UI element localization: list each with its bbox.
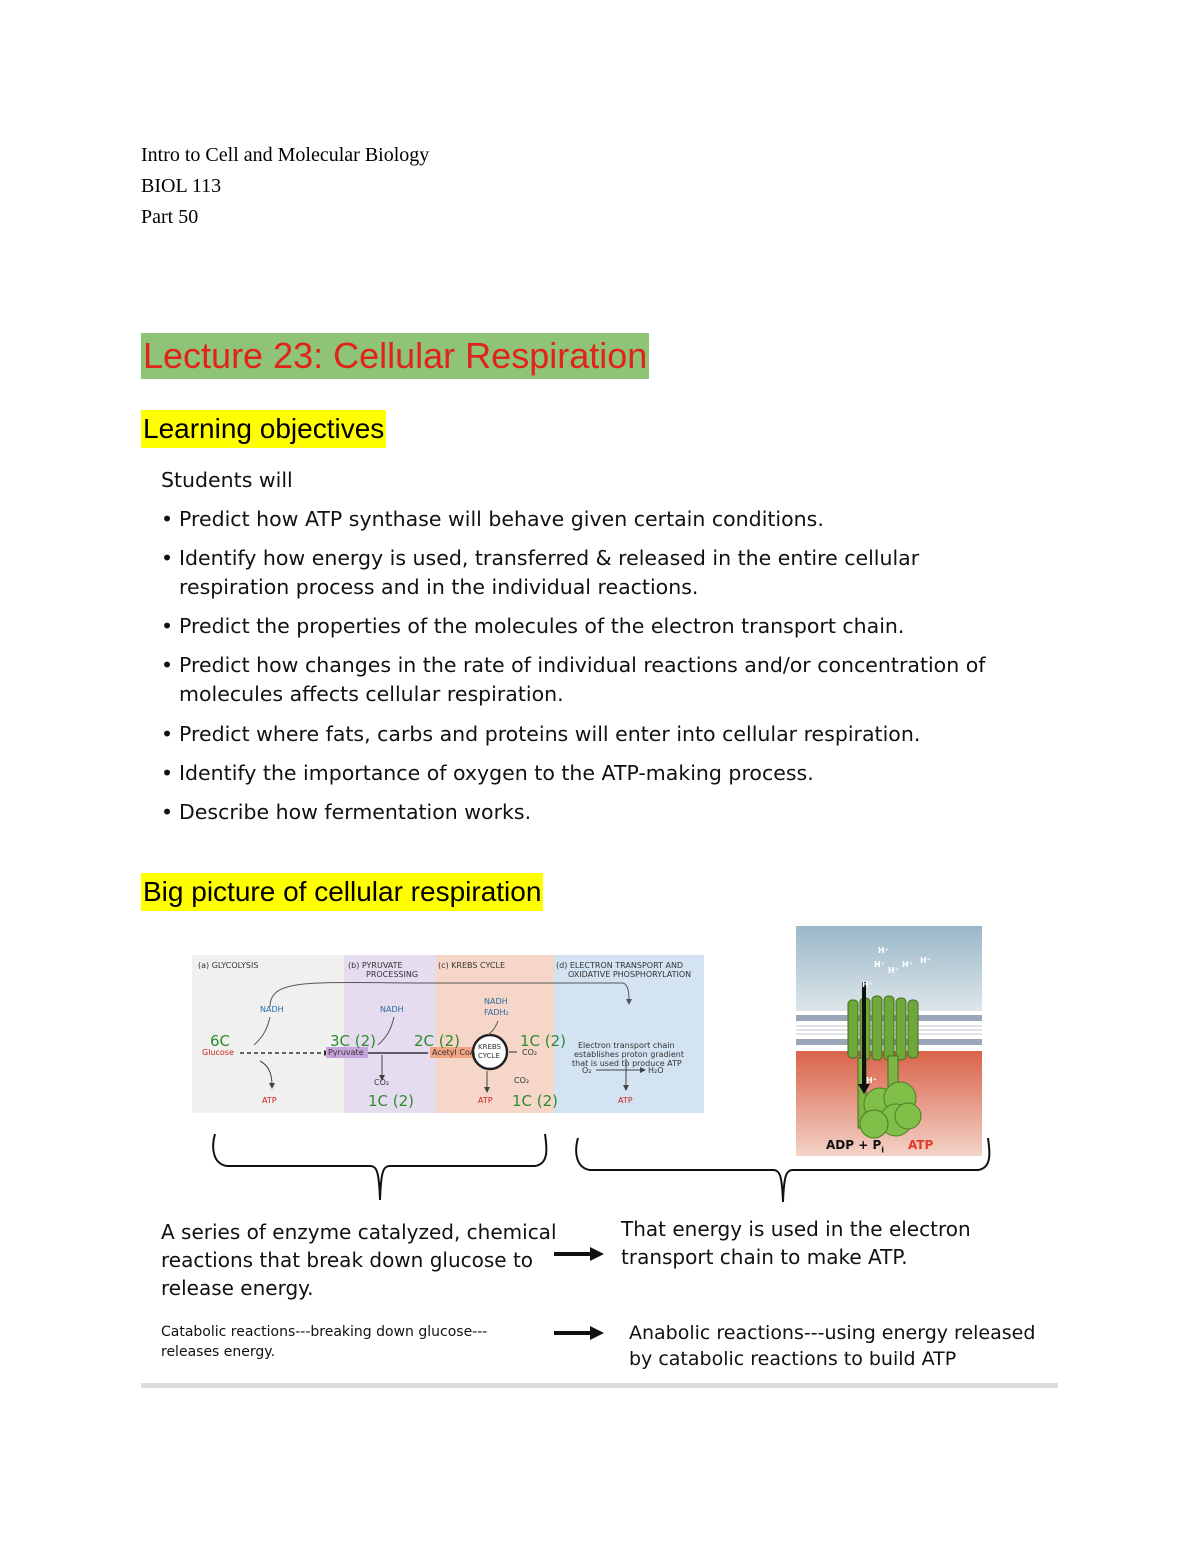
atp-product-label: ATP (908, 1138, 934, 1152)
etc-text-2: establishes proton gradient (574, 1050, 684, 1059)
objectives-heading: Learning objectives (141, 410, 386, 448)
stage-d-label-2: OXIDATIVE PHOSPHORYLATION (568, 970, 692, 979)
respiration-pathway-diagram (192, 955, 704, 1113)
three-carbon-label: 3C (2) (330, 1032, 377, 1050)
co2-label-b: CO₂ (374, 1078, 390, 1087)
objective-item: • Predict where fats, carbs and proteins will enter into cellular respiration. (161, 722, 921, 746)
right-brace-icon (568, 1130, 998, 1210)
proton-label-7: H⁺ (866, 1076, 877, 1085)
stage-c-label: (c) KREBS CYCLE (438, 961, 506, 970)
krebs-label-2: CYCLE (478, 1052, 500, 1060)
stage-b-label-2: PROCESSING (366, 970, 419, 979)
lecture-title: Lecture 23: Cellular Respiration (141, 333, 649, 379)
objective-item: • Describe how fermentation works. (161, 800, 532, 824)
adp-pi-label: ADP + $P_i$ (826, 1138, 884, 1155)
proton-label-5: H⁺ (920, 956, 931, 965)
course-code: BIOL 113 (141, 175, 222, 197)
two-carbon-label: 2C (2) (414, 1032, 461, 1050)
left-sub-text: Catabolic reactions---breaking down glucose--- releases energy. (161, 1324, 488, 1360)
glucose-label: Glucose (202, 1048, 234, 1057)
proton-label-6: H⁺ (862, 980, 873, 989)
atp-label-c: ATP (478, 1096, 493, 1105)
atp-label-a: ATP (262, 1096, 277, 1105)
objective-item: • Predict the properties of the molecules of the electron transport chain. (161, 614, 905, 638)
co2-label-c2: CO₂ (514, 1076, 530, 1085)
objectives-intro: Students will (161, 468, 293, 492)
big-picture-heading: Big picture of cellular respiration (141, 873, 543, 911)
proton-label-2: H⁺ (874, 960, 885, 969)
proton-label-4: H⁺ (902, 960, 913, 969)
stage-a-label: (a) GLYCOLYSIS (198, 961, 259, 970)
co2-label-c: CO₂ (522, 1048, 538, 1057)
nadh-label-b: NADH (380, 1005, 404, 1014)
acetyl-coa-label: Acetyl CoA (432, 1048, 476, 1057)
etc-text-3: that is used to produce ATP (572, 1059, 682, 1068)
section-divider (141, 1383, 1058, 1388)
stage-b-label-1: (b) PYRUVATE (348, 961, 403, 970)
objective-item: • Predict how changes in the rate of individual reactions and/or concentration of molecules affects cellular respiration. (161, 653, 986, 706)
atp-synthase-graphic (796, 926, 982, 1156)
fadh2-label: FADH₂ (484, 1008, 509, 1017)
left-brace-icon (205, 1130, 555, 1210)
part-number: Part 50 (141, 206, 199, 228)
one-carbon-label-c: 1C (2) (512, 1092, 559, 1110)
left-main-text: A series of enzyme catalyzed, chemical reactions that break down glucose to release energy. (161, 1220, 557, 1300)
atp-synthase-illustration (796, 926, 982, 1156)
pyruvate-label: Pyruvate (328, 1048, 364, 1057)
objective-item: • Identify how energy is used, transferred & released in the entire cellular respiration process and in the individual reactions. (161, 546, 920, 599)
o2-label: O₂ (582, 1066, 592, 1075)
one-carbon-label-b: 1C (2) (368, 1092, 415, 1110)
h2o-label: H₂O (648, 1066, 664, 1075)
etc-text-1: Electron transport chain (578, 1041, 675, 1050)
stage-d-label-1: (d) ELECTRON TRANSPORT AND (556, 961, 684, 970)
proton-label-1: H⁺ (878, 946, 889, 955)
six-carbon-label: 6C (210, 1032, 231, 1050)
objective-item: • Predict how ATP synthase will behave given certain conditions. (161, 507, 824, 531)
arrow-right-icon (552, 1323, 608, 1343)
nadh-label-c: NADH (484, 997, 508, 1006)
atp-label-d: ATP (618, 1096, 633, 1105)
arrow-right-icon (552, 1244, 608, 1264)
krebs-label-1: KREBS (478, 1043, 501, 1051)
nadh-label-a: NADH (260, 1005, 284, 1014)
right-sub-text: Anabolic reactions---using energy released by catabolic reactions to build ATP (629, 1322, 1036, 1370)
course-name: Intro to Cell and Molecular Biology (141, 144, 430, 166)
one-carbon-label-top: 1C (2) (520, 1032, 567, 1050)
proton-label-3: H⁺ (888, 966, 899, 975)
objective-item: • Identify the importance of oxygen to the ATP-making process. (161, 761, 814, 785)
right-main-text: That energy is used in the electron transport chain to make ATP. (621, 1217, 971, 1269)
